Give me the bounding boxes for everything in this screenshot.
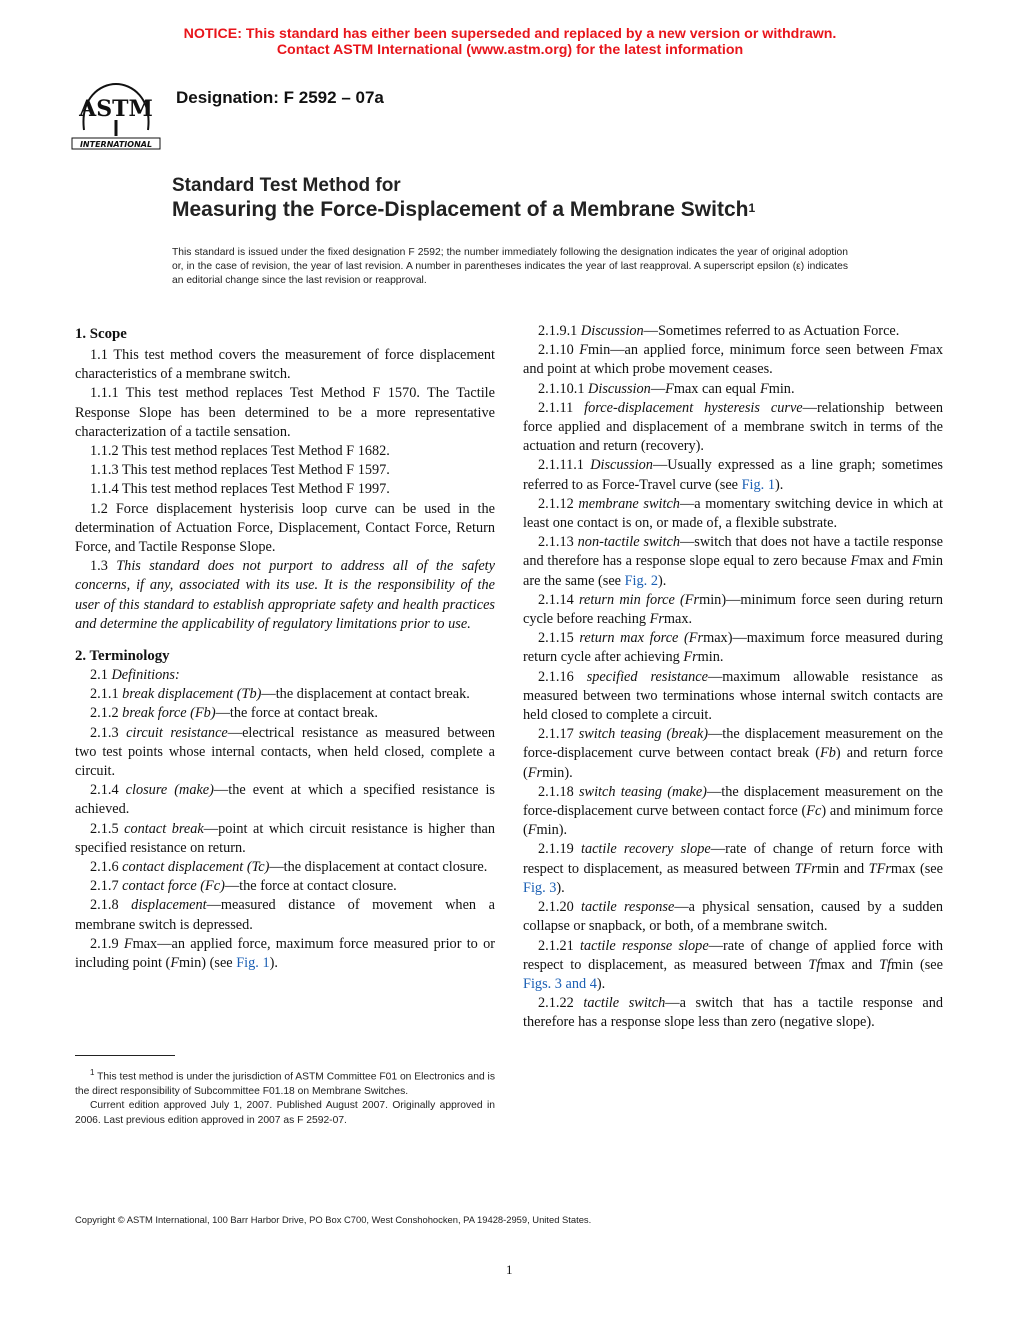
page-number: 1 [506,1262,513,1277]
fig-1-link[interactable]: Fig. 1 [236,955,270,972]
def-2-1-3: 2.1.3 circuit resistance—electrical resistance as measured between two test points whose internal contacts, when held closed, complete a circuit. [75,724,495,780]
def-2-1-21: 2.1.21 tactile response slope—rate of change of applied force with respect to displacement, as measured between Tfmax and Tfmin (see Figs. 3 and 4). [523,937,943,992]
issuance-statement: This standard is issued under the fixed designation F 2592; the number immediately following the designation indicates the year of original adoption or, in the case of revision, the year of last revision. A number in parentheses indicates the year of last reapproval. A superscript epsilon (ε) indicates an editorial change since the last revision or reapproval. [172,247,848,286]
para-1-1-3: 1.1.3 This test method replaces Test Method F 1597. [90,462,390,479]
def-2-1-16: 2.1.16 specified resistance—maximum allowable resistance as measured between two terminations whose internal switch contacts are held closed to complete a circuit. [523,668,943,724]
para-1-1-4: 1.1.4 This test method replaces Test Method F 1997. [90,481,390,498]
def-2-1-13: 2.1.13 non-tactile switch—switch that does not have a tactile response and therefore has a response slope equal to zero because Fmax and Fmin are the same (see Fig. 2). [523,534,944,589]
def-2-1-15: 2.1.15 return max force (Frmax)—maximum force measured during return cycle after achieving Frmin. [523,630,943,666]
footnote [75,1066,495,1128]
para-1-2: 1.2 Force displacement hysterisis loop curve can be used in the determination of Actuation Force, Displacement, Contact Force, Return Force, and Tactile Response Slope. [75,500,495,556]
copyright: Copyright © ASTM International, 100 Barr Harbor Drive, PO Box C700, West Conshohocken, PA 19428-2959, United States. [75,1214,592,1225]
title-line-2 [172,198,755,222]
def-2-1-12: 2.1.12 membrane switch—a momentary switching device in which at least one contact is on, or made of, a flexible substrate. [523,495,943,532]
withdrawn-notice [0,26,1020,58]
left-column [75,322,495,973]
notice-line-2: Contact ASTM International (www.astm.org) for the latest information [276,42,744,58]
def-2-1-5: 2.1.5 contact break—point at which circuit resistance is higher than specified resistance on return. [75,820,495,856]
footnote-divider [75,1055,175,1056]
def-2-1-11: 2.1.11 force-displacement hysteresis curve—relationship between force applied and displacement of a membrane switch in terms of the actuation and return (recovery). [523,399,943,455]
footnote-2: Current edition approved July 1, 2007. Published August 2007. Originally approved in 2006. Last previous edition approved in 2007 as F 2592-07. [75,1100,495,1126]
def-2-1-19: 2.1.19 tactile recovery slope—rate of change of return force with respect to displacement, as measured between TFrmin and TFrmax (see Fig. 3). [523,841,943,896]
para-2-1: 2.1 Definitions: [90,667,180,684]
def-2-1-11-1: 2.1.11.1 Discussion—Usually expressed as a line graph; sometimes referred to as Force-Travel curve (see Fig. 1). [523,457,943,493]
para-1-3: 1.3 This standard does not purport to address all of the safety concerns, if any, associated with its use. It is the responsibility of the user of this standard to establish appropriate safety and health practices and determine the applicability of regulatory limitations prior to use. [75,558,495,632]
astm-logo-icon [70,78,162,152]
section-terminology-heading: 2. Terminology [75,648,170,665]
def-2-1-22: 2.1.22 tactile switch—a switch that has a tactile response and therefore has a response slope less than zero (negative slope). [523,995,943,1031]
def-2-1-14: 2.1.14 return min force (Frmin)—minimum force seen during return cycle before reaching Frmax. [523,591,943,628]
def-2-1-9: 2.1.9 Fmax—an applied force, maximum force measured prior to or including point (Fmin) (see Fig. 1). [75,935,495,972]
def-2-1-9-1: 2.1.9.1 Discussion—Sometimes referred to as Actuation Force. [538,323,900,339]
notice-line-1: NOTICE: This standard has either been superseded and replaced by a new version or withdrawn. [183,26,837,42]
title-line-1: Standard Test Method for [172,175,401,196]
designation: Designation: F 2592 – 07a [176,88,384,107]
document-title [172,174,755,222]
def-2-1-2: 2.1.2 break force (Fb)—the force at contact break. [90,705,378,722]
para-1-1-2: 1.1.2 This test method replaces Test Method F 1682. [90,443,390,460]
def-2-1-1: 2.1.1 break displacement (Tb)—the displacement at contact break. [90,686,470,703]
section-scope-heading: 1. Scope [75,326,127,342]
def-2-1-4: 2.1.4 closure (make)—the event at which a specified resistance is achieved. [75,782,495,818]
title-main: Measuring the Force-Displacement of a Membrane Switch [172,198,749,221]
def-2-1-6: 2.1.6 contact displacement (Tc)—the displacement at contact closure. [90,859,488,876]
def-2-1-17: 2.1.17 switch teasing (break)—the displacement measurement on the force-displacement curve between contact break (Fb) and return force (Frmin). [523,726,944,781]
title-footnote-mark: 1 [748,201,756,215]
fig-2-link[interactable]: Fig. 2 [624,572,658,589]
para-1-1: 1.1 This test method covers the measurement of force displacement characteristics of a membrane switch. [75,347,495,383]
def-2-1-10-1: 2.1.10.1 Discussion—Fmax can equal Fmin. [538,380,795,397]
fig-3-link[interactable]: Fig. 3 [523,879,557,896]
logo-letters: ASTM [79,96,153,122]
right-column [523,322,943,1033]
footnote-1: $^1$ This test method is under the jurisdiction of ASTM Committee F01 on Electronics and is the direct responsibility of Subcommittee F01.18 on Membrane Switches. [75,1068,495,1097]
def-2-1-18: 2.1.18 switch teasing (make)—the displacement measurement on the force-displacement curve between contact force (Fc) and minimum force (Fmin). [523,783,944,839]
figs-3-4-link[interactable]: Figs. 3 and 4 [523,975,597,992]
fig-1-link-2[interactable]: Fig. 1 [741,476,775,493]
logo-subtitle: INTERNATIONAL [79,140,153,149]
def-2-1-8: 2.1.8 displacement—measured distance of movement when a membrane switch is depressed. [75,897,495,933]
def-2-1-7: 2.1.7 contact force (Fc)—the force at contact closure. [90,878,397,895]
def-2-1-10: 2.1.10 Fmin—an applied force, minimum force seen between Fmax and point at which probe movement ceases. [523,342,943,378]
def-2-1-20: 2.1.20 tactile response—a physical sensation, caused by a sudden collapse or snapback, or both, of a membrane switch. [523,899,943,935]
para-1-1-1: 1.1.1 This test method replaces Test Method F 1570. The Tactile Response Slope has been determined to be a more representative characterization of a tactile sensation. [75,385,495,440]
